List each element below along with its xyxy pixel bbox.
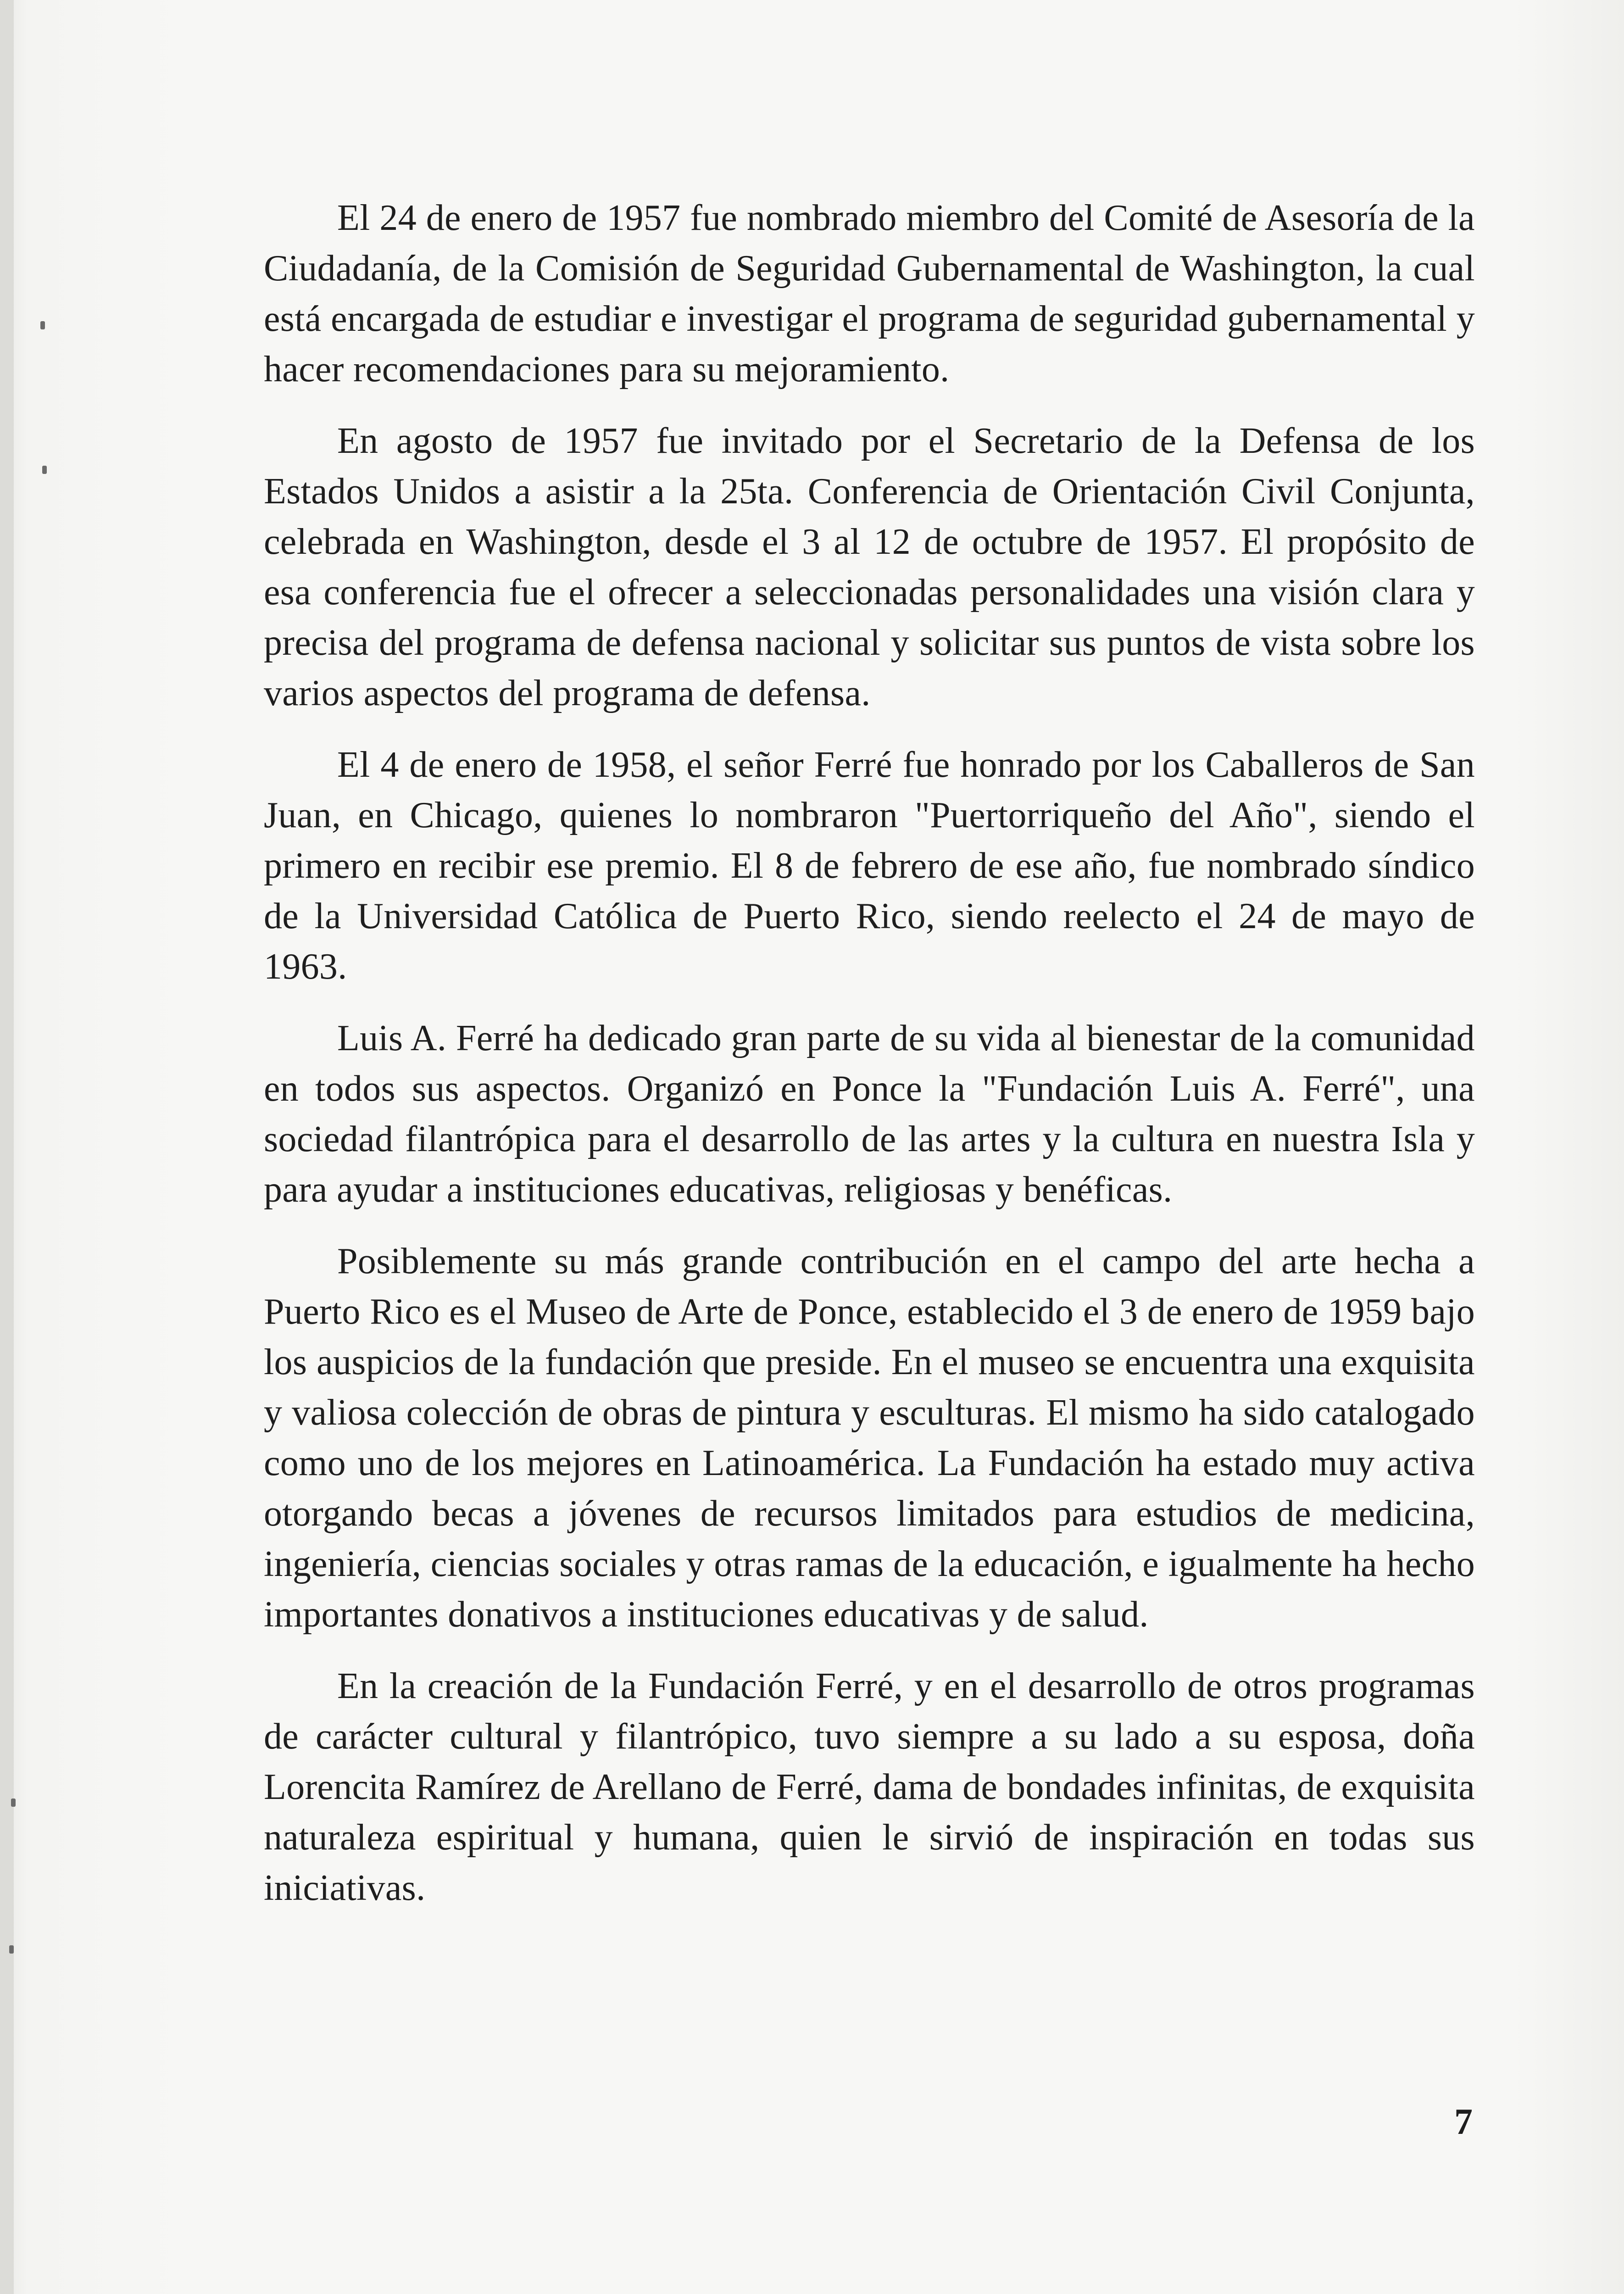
paragraph: En agosto de 1957 fue invitado por el Secretario de la Defensa de los Estados Unidos a asistir a la 25ta. Conferencia de Orientación Civil Conjunta, celebrada en Washington, desde el 3 al 12 de octubre de 1957. El propósito de esa conferencia fue el ofrecer a seleccionadas personalidades una visión clara y precisa del programa de defensa nacional y solicitar sus puntos de vista sobre los varios aspectos del programa de defensa. (264, 421, 1475, 713)
body-text (264, 193, 1475, 1934)
paragraph: El 4 de enero de 1958, el señor Ferré fue honrado por los Caballeros de San Juan, en Chicago, quienes lo nombraron "Puertorriqueño del Año", siendo el primero en recibir ese premio. El 8 de febrero de ese año, fue nombrado síndico de la Universidad Católica de Puerto Rico, siendo reelecto el 24 de mayo de 1963. (264, 745, 1475, 987)
paragraph: El 24 de enero de 1957 fue nombrado miembro del Comité de Asesoría de la Ciudadanía, de la Comisión de Seguridad Gubernamental de Washington, la cual está encargada de estudiar e investigar el programa de seguridad gubernamental y hacer recomendaciones para su mejoramiento. (264, 198, 1475, 390)
scan-mark (9, 1945, 14, 1954)
scan-mark (11, 1798, 16, 1807)
paragraph: Luis A. Ferré ha dedicado gran parte de su vida al bienestar de la comunidad en todos sus aspectos. Organizó en Ponce la "Fundación Luis A. Ferré", una sociedad filantrópica para el desarrollo de las artes y la cultura en nuestra Isla y para ayudar a instituciones educativas, religiosas y benéficas. (264, 1018, 1475, 1210)
scan-mark (40, 321, 45, 329)
scan-mark (42, 466, 47, 474)
paragraph: En la creación de la Fundación Ferré, y en el desarrollo de otros programas de carácter cultural y filantrópico, tuvo siempre a su lado a su esposa, doña Lorencita Ramírez de Arellano de Ferré, dama de bondades infinitas, de exquisita naturaleza espiritual y humana, quien le sirvió de inspiración en todas sus iniciativas. (264, 1666, 1475, 1908)
page-number: 7 (1454, 2102, 1473, 2142)
paragraph: Posiblemente su más grande contribución en el campo del arte hecha a Puerto Rico es el Museo de Arte de Ponce, establecido el 3 de enero de 1959 bajo los auspicios de la fundación que preside. En el museo se encuentra una exquisita y valiosa colección de obras de pintura y esculturas. El mismo ha sido catalogado como uno de los mejores en Latinoamérica. La Fundación ha estado muy activa otorgando becas a jóvenes de recursos limitados para estudios de medicina, ingeniería, ciencias sociales y otras ramas de la educación, e igualmente ha hecho importantes donativos a instituciones educativas y de salud. (264, 1241, 1475, 1635)
